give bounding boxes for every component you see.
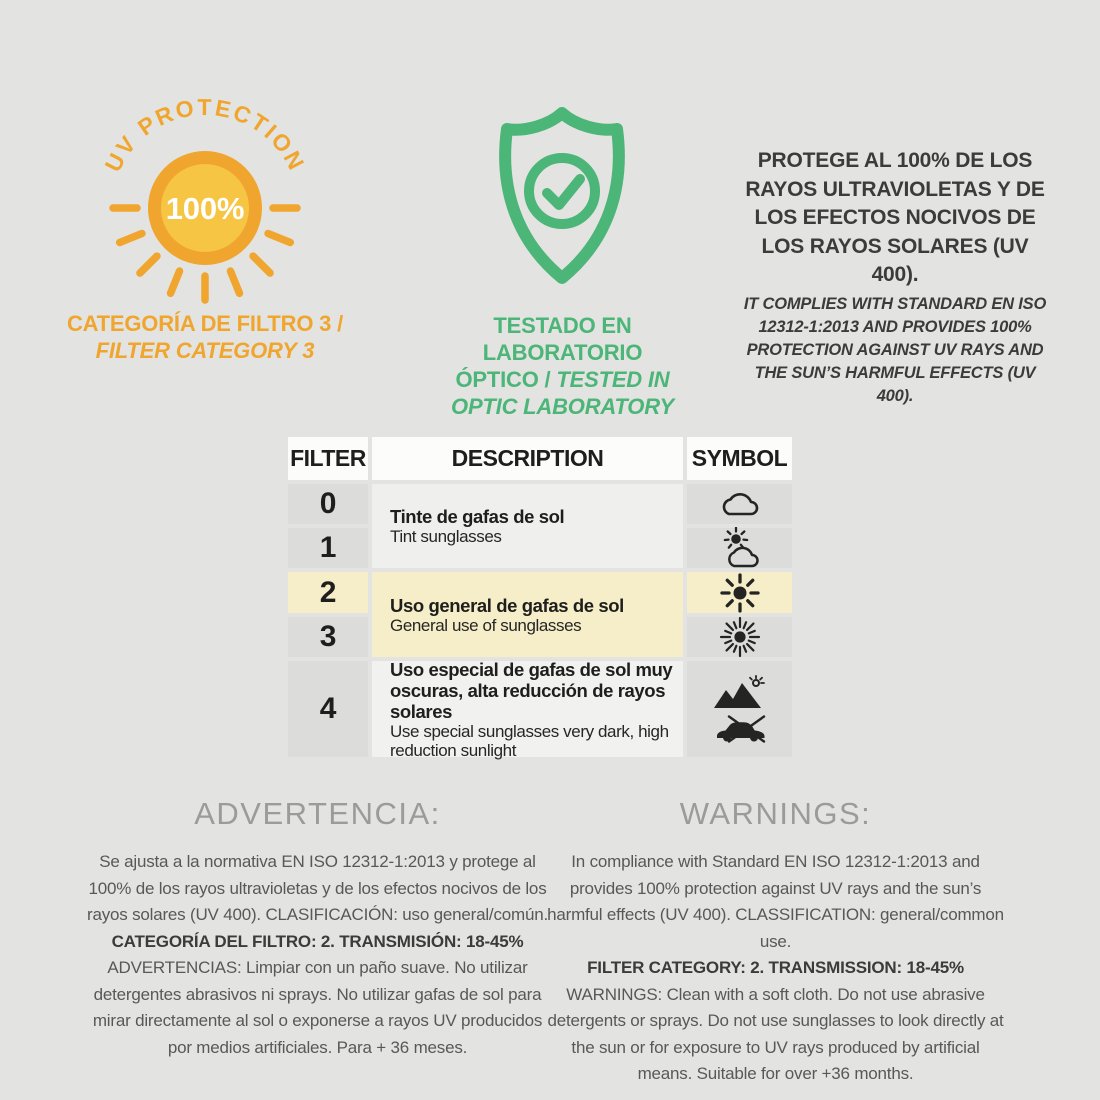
description-general: [372, 572, 683, 657]
lab-caption-line1: TESTADO EN LABORATORIO: [482, 313, 643, 365]
filter-category-caption: [55, 310, 355, 364]
cloud-icon: [717, 489, 763, 519]
description-special-es: Uso especial de gafas de sol muy oscuras, alta reducción de rayos solares: [390, 658, 673, 722]
symbol-cell-4: [687, 661, 792, 757]
sun-behind-cloud-icon: [717, 527, 763, 569]
mountains-with-sun-icon: [713, 675, 767, 709]
warnings-en-heading: WARNINGS:: [679, 796, 872, 831]
protection-statement: [740, 147, 1050, 408]
symbol-cell-1: [687, 528, 792, 568]
warnings-es-filter-category-line: CATEGORÍA DEL FILTRO: 2. TRANSMISIÓN: 18-45%: [111, 931, 524, 951]
description-general-es: Uso general de gafas de sol: [390, 594, 624, 616]
uv-protection-sun-icon: [85, 78, 335, 328]
symbol-cell-2: [687, 572, 792, 613]
warnings-es-body1: Se ajusta a la normativa EN ISO 12312-1:2013 y protege al 100% de los rayos ultravioletas y de los efectos nocivos de los rayos solares (UV 400). CLASIFICACIÓN: uso general/común.: [86, 852, 548, 924]
description-tint-es: Tinte de gafas de sol: [390, 506, 565, 527]
lab-tested-caption: [415, 312, 710, 420]
table-header-symbol: SYMBOL: [687, 437, 792, 480]
description-special: [372, 658, 683, 760]
lab-caption-line3: OPTIC LABORATORY: [451, 394, 674, 419]
filter-cell-0: 0: [288, 484, 368, 524]
warnings-en-body2: WARNINGS: Clean with a soft cloth. Do not use abrasive detergents or sprays. Do not use sunglasses to look directly at the sun or for exposure to UV rays produced by artificial means. Suitable for over +36 months.: [547, 984, 1004, 1083]
table-header-filter: FILTER: [288, 437, 368, 480]
filter-cell-4: 4: [288, 661, 368, 757]
protection-statement-es: PROTEGE AL 100% DE LOS RAYOS ULTRAVIOLETAS Y DE LOS EFECTOS NOCIVOS DE LOS RAYOS SOLARES (UV 400).: [745, 149, 1045, 286]
filter-cell-1: 1: [288, 528, 368, 568]
protection-statement-en: IT COMPLIES WITH STANDARD EN ISO 12312-1:2013 AND PROVIDES 100% PROTECTION AGAINST UV RAYS AND THE SUN’S HARMFUL EFFECTS (UV 400).: [743, 294, 1047, 405]
filter-cell-2: 2: [288, 572, 368, 613]
uv-percent-label: 100%: [165, 191, 245, 226]
filter-cell-3: 3: [288, 617, 368, 657]
filter-category-caption-es: CATEGORÍA DE FILTRO 3 /: [66, 311, 344, 336]
symbol-cell-0: [687, 484, 792, 524]
description-special-en: Use special sunglasses very dark, high reduction sunlight: [390, 721, 669, 760]
warnings-es-heading: ADVERTENCIA:: [194, 796, 441, 831]
description-tint-en: Tint sunglasses: [390, 527, 502, 546]
description-general-en: General use of sunglasses: [390, 615, 582, 635]
warnings-en-body1: In compliance with Standard EN ISO 12312-1:2013 and provides 100% protection against UV rays and the sun’s harmful effects (UV 400). CLASSIFICATION: general/common use.: [547, 852, 1004, 951]
sun-icon: [717, 570, 763, 616]
filter-category-caption-en: FILTER CATEGORY 3: [95, 338, 315, 363]
bright-sun-icon: [717, 614, 763, 660]
warnings-es-body2: ADVERTENCIAS: Limpiar con un paño suave. No utilizar detergentes abrasivos ni sprays. No utilizar gafas de sol para mirar directamente al sol o exponerse a rayos UV producidos por medios artificiales. Para + 36 meses.: [92, 958, 543, 1057]
filter-table: [288, 437, 792, 760]
shield-check-icon: [487, 103, 637, 288]
no-driving-car-icon: [712, 714, 768, 744]
warnings-en-filter-category-line: FILTER CATEGORY: 2. TRANSMISSION: 18-45%: [587, 958, 964, 977]
description-tint: [372, 484, 683, 568]
table-header-description: DESCRIPTION: [372, 437, 683, 480]
symbol-cell-3: [687, 617, 792, 657]
uv-arc-text: UV PROTECTION: [99, 93, 311, 176]
warnings-section-es: [85, 796, 550, 1061]
lab-caption-line2: ÓPTICO / TESTED IN: [455, 367, 670, 392]
warnings-section-en: [543, 796, 1008, 1088]
